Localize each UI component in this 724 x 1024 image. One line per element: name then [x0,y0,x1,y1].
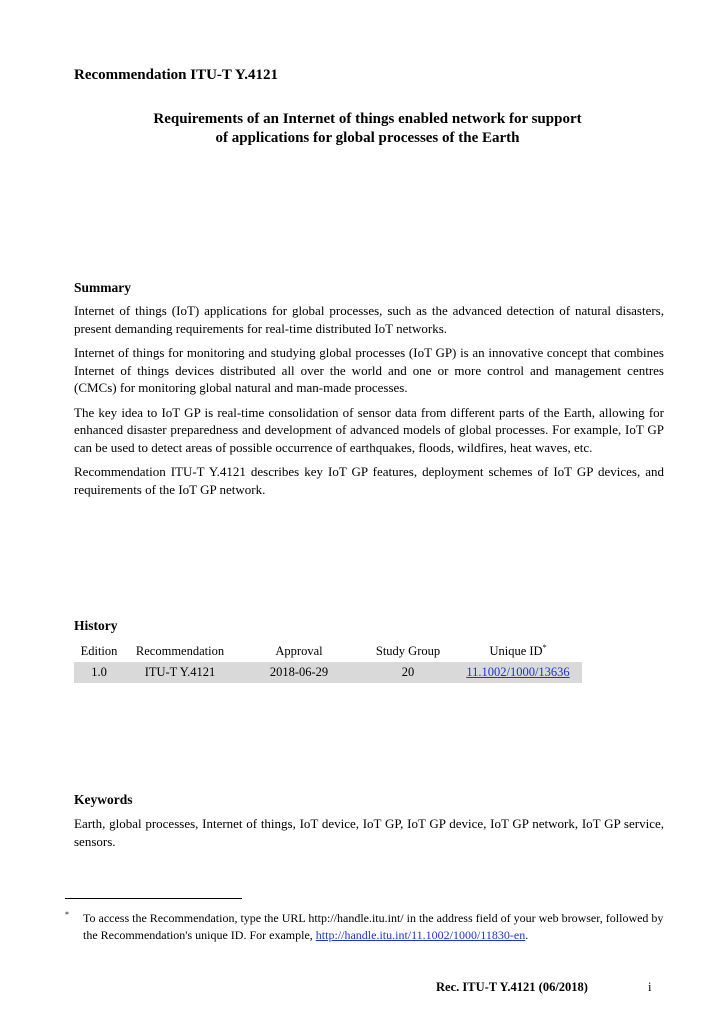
column-header-study-group: Study Group [375,644,441,658]
footnote [65,910,665,944]
cell-approval: 2018-06-29 [236,662,362,683]
recommendation-title: Recommendation ITU-T Y.4121 [74,67,279,83]
footer-reference: Rec. ITU-T Y.4121 (06/2018) [436,980,588,994]
column-header-recommendation: Recommendation [135,644,225,658]
footnote-mark: * [65,910,69,919]
footnote-divider [65,898,242,899]
summary-heading: Summary [74,280,131,295]
footnote-text [83,910,665,944]
cell-recommendation: ITU-T Y.4121 [124,662,236,683]
summary-paragraph: The key idea to IoT GP is real-time consolidation of sensor data from different parts of the Earth, allowing for enhanced disaster preparedness and development of advanced models of global processes. For example, IoT GP can be used to detect areas of possible occurrence of earthquakes, floods, wildfires, heat waves, etc. [74,404,664,455]
summary-paragraph: Internet of things for monitoring and studying global processes (IoT GP) is an innovative concept that combines Internet of things devices distributed all over the world and one or more control and management centres (CMCs) for monitoring global natural and man-made processes. [74,345,664,395]
history-header-row [74,641,582,662]
footnote-reference-mark: * [542,643,547,653]
keywords-text: Earth, global processes, Internet of things, IoT device, IoT GP, IoT GP device, IoT GP network, IoT GP service, sensors. [74,816,664,849]
summary-paragraph: Recommendation ITU-T Y.4121 describes key IoT GP features, deployment schemes of IoT GP devices, and requirements of the IoT GP network. [74,464,664,497]
main-title-line-2: of applications for global processes of the Earth [215,130,520,146]
footnote-text-before: To access the Recommendation, type the URL http://handle.itu.int/ in the address field of your web browser, followed by the Recommendation's unique ID. For example, [83,911,664,942]
history-table [74,641,582,683]
keywords-heading: Keywords [74,792,133,807]
summary-body [74,302,664,505]
footnote-text-after: . [525,928,529,942]
page-number: i [648,980,652,994]
main-title-line-1: Requirements of an Internet of things enabled network for support [153,111,582,127]
history-data-row [74,662,582,683]
cell-unique-id [454,662,582,683]
summary-paragraph: Internet of things (IoT) applications for global processes, such as the advanced detection of natural disasters, present demanding requirements for real-time distributed IoT networks. [74,303,664,336]
unique-id-link[interactable]: 11.1002/1000/13636 [466,665,570,679]
cell-edition: 1.0 [74,662,124,683]
footnote-link[interactable]: http://handle.itu.int/11.1002/1000/11830-en [315,928,526,942]
document-main-title [74,110,661,148]
unique-id-header-label: Unique ID [489,644,543,659]
column-header-unique-id [454,641,582,662]
history-heading: History [74,618,118,633]
column-header-edition: Edition [80,644,118,658]
column-header-approval: Approval [275,644,323,658]
cell-study-group: 20 [362,662,454,683]
